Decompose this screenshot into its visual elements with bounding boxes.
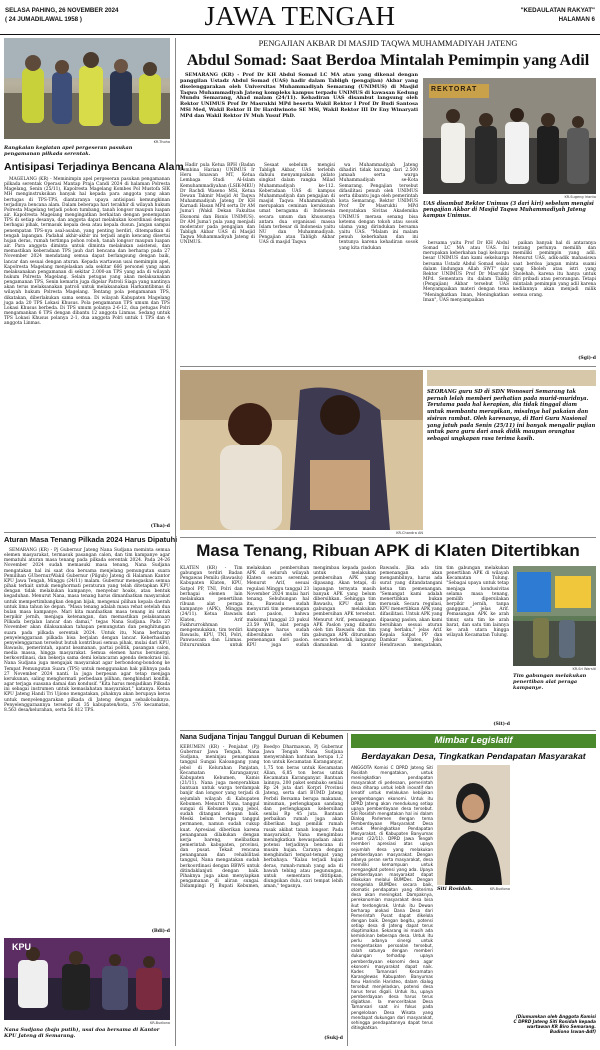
kebumen-headline: Nana Sudjana Tinjau Tanggul Duruan di Kebumen	[180, 734, 344, 741]
kpu-photo-caption: Nana Sudjana (baju putih), usai doa bersama di Kantor KPU Jateng di Semarang.	[4, 1027, 160, 1039]
uas-col1-text: Hadir pula Ketua BPH (Badan Pembina Harian) UNIMUS Ir Heru Isnawan MT, Ketua Lembaga Studi Al-Islam Kemuhammadiyahan (LSIK-MKU) Dr Rachdi Waseno MSi, Ketua Dewan Takmir Masjid At Taqwa Muhammadiyah Jateng Dr KH Karnadi Hasan MPd serta Dr AM Juma'i (Wakil Dekan Fakultas Ekonomi dan Bisnis UNIMUS). Dr AM Juma'i pula yang menjadi moderator pada pengajian dan Tabligh Akbar UAS di Masjid Taqwa Muhammadiyah Jateng di UNIMUS.	[180, 163, 255, 246]
legislatif-end-note: (Diumumkan oleh Anggota Komisi C DPRD Jateng Siti Rosidah kepada wartawan KR Biro Semarang. Budiono Iswan-Adf)	[513, 1014, 596, 1035]
hari-guru-text	[427, 389, 596, 534]
magelang-apel-photo	[4, 38, 170, 139]
uas-col5	[513, 241, 596, 357]
uas-photo-art	[423, 78, 596, 194]
masthead-date: SELASA PAHING, 26 NOVEMBER 2024	[5, 7, 119, 14]
column-rule-right	[347, 733, 348, 1046]
magelang-headline: Antisipasi Terjadinya Bencana Alam	[4, 161, 184, 173]
klaten-body	[180, 566, 509, 722]
divider-uas	[180, 366, 596, 367]
magelang-end-tag: (Tha)-d	[150, 524, 170, 529]
uas-col2-text: Sesaat sebelum mengisi Tabligh Akbar, UAS terlebih dahulu menyampaikan pidato singkat dalam rangka Milad Muhammadiyah ke-112. Keberadaan UAS di kampus Muhammadiyah dan pengajian di masjid Taqwa Muhammadiyah merupakan ceminan kerukunan umat beragama di Indonesia secara umum dan khususnya antara dua organisasi massa Islam terbesar di Indonesia yaitu NU dan Muhammadiyah. Pengajian atau Tabligh Akbar UAS di masjid Taqwa	[259, 163, 335, 246]
legislatif-body-text: ANGGOTA Komisi C DPRD Jateng Siti Rosidah mengatakan, untuk meningkatkan pendapatan masyarakat di pedesaan, pemerintah desa diharap untuk lebih inovatif dan kreatif untuk melakukan kebijakan pengembangan ekonomi. Untuk itu DPRD Jateng akan mendukung setiap upaya pemberdayaan desa tersebut. Siti Rosidah mengatakan hal ini dalam Dialog Parlemen dengan tema Pemberdayaan Masyarakat Desa untuk Meningkatkan Pendapatan Masyarakat, di Kabupaten Banyumas Jumat (22/11). DPRD Jawa Tengah memberi apresiasi atas upaya sejumlah desa yang melakukan pemberdayaan masyarakat. Dengan adanya peran serta masyarakat, desa memiliki kemampuan untuk mengangkat potensi yang ada. Upaya pemberdayaan masyarakat dapat dilakukan melalui BUMDes. Dengan mengelola BUMDes secara baik, otomatis pendapatan yang diterima desa akan meningkat. Dampaknya, perekonomian masyarakat desa bisa ikut terdongkrak. Untuk itu Dewan berharap alokasi Dana Desa dari Pemerintah Pusat dapat dikelola dengan baik. Dengan begitu, potensi setiap desa di Jateng dapat terus dioptimalkan. Sekarang ini masih ada kemiskinan beberapa desa. Untuk itu perlu adanya sinergi untuk mengentaskan persoalan tersebut, salah satunya dengan memberi dukungan terhadap upaya pemberdayaan ekonomi desa agar ekonomi masyarakat dapat naik. Kades Tamansari Kecamatan Karanglewas Kabupaten Banyumas Ibnu Harindin Haristeo, dalam dialog tersebut menjelaskan, potensi desa harus terus digali. Untuk itu, upaya pemberdayaan desa harus terus digiatkan. Ia menceritakan Desa Tamansari saat ini fokus pada pengelolaan Desa Wisata yang mendapat dukungan dari masyarakat, sehingga pendapatannya dapat terus ditingkatkan.	[351, 765, 433, 1030]
uas-lead	[180, 73, 418, 161]
hari-guru-photo-credit: KR-Chandra AN	[396, 531, 423, 535]
magelang-body	[4, 177, 170, 524]
uas-photo-caption: UAS disambut Rektor Unimus (3 dari kiri) sebelum mengisi pengajian Akbar di Masjid Taqwa Muhammadiyah Jateng kampus Unimus.	[423, 201, 594, 220]
klaten-headline: Masa Tenang, Ribuan APK di Klaten Ditertibkan	[196, 541, 580, 560]
kpu-logo-text: KPU	[12, 942, 32, 952]
magelang-body-text: MAGELANG (KR) - Meminimpin apel pergeseran pasukan pengamanan pilkada serentak Operasi Mantap Praja Candi 2024 di halaman Polresta Magelang, Senin (25/11), Kapolresta Magelang Kombes Pol Mustofa SIK MH menginstruksikan banyak hal kepada para anggota yang akan bertugas di TPS-TPS, diantaranya upaya antisipasi kemungkinan terjadinya bencana alam. Dalam beberapa hari terakhir di wilayah hukum Polresta Magelang terjadi pohon tumbang, tanah longsor maupun luapan air. Kapolresta Magelang mengingatkan berkaitan dengan penempatan TPS di setiap desanya, dan anggota dapat melakukan koordinasi dengan berbagai pihak, termasuk kepala desa atau kepala dusun. Jangan sampai penempatan TPS-nya asal-asalan, yang penting berdiri, ditempatkan di tengah lapangan. Padahal akhir-akhir ini terjadi angin kencang disertai hujan deras, rumah tertimpa pohon roboh, tanah longsor maupun luapan air. Para anggota diminta untuk diminta melakukan asistensi, dan memastikan keberadaan TPS jauh dari bencana dan berharap pada 27 November 2024 mendatang semua dapat berlangsung dengan baik, lancar dan sesuai dengan aturan. Kepada wartawan usai memimpin apel, Kapolresta Magelang menjelaskan ada sekitar 666 personel yang akan melaksanakan pengamanan di sekitar 2.000-an TPS yang ada di wilayah hukum Polresta Magelang. Selain petugas yang akan melaksanakan pengamanan TPS, Senin kemarin juga digelar Patroli Siaga yang nantinya akan terus melaksanakan patroli untuk melaksanakan Harkamtibmas di wilayah hukum Polresta Magelang. Tentang pola pengamanan TPS, dikatakan, diberlakukan sama semua. Di wilayah Kabupaten Magelang juga ada 20 TPS Lokasi Khusus. Pola pengamanan TPS umum dan TPS Lokasi Khusus berbeda. Di TPS umum polanya 2-6-12, dua petugas Polri mengamankan 6 TPS dengan dibantu 12 anggota Linmas. Sedang untuk TPS Lokasi Khusus polanya 2-1, dua anggota Polri untuk 1 TPS dan 4 anggota Linmas.	[4, 177, 170, 327]
klaten-photo-caption: Tim gabungan melakukan penertiban alat peraga kampanye.	[513, 673, 587, 691]
siti-rosidah-photo	[437, 765, 510, 885]
uas-end-tag: (Sgi)-d	[578, 356, 596, 361]
legislatif-body-col3	[513, 765, 596, 1010]
pilkada-headline: Aturan Masa Tenang Pilkada 2024 Harus Dipatuhi	[4, 535, 178, 544]
masthead-rule	[0, 34, 600, 35]
kebumen-body-text: KEBUMEN (KR) - Penjabat (Pj) Gubernur Jawa Tengah, Nana Sudjana, meninjau penanganan tanggul Sungai Kaloangang yang jebol di Kelurahan Panjatan, Kecamatan Karanganyar, Kabupaten Kebumen, Kamis (21/11). Nana juga menyerahkan bantuan untuk warga terdampak banjir dan longsor yang terjadi di sejumlah wilayah di Kabupaten Kebumen. Menurut Nana, tanggul sungai di Kebumen yang jebol, sudah ditangani dengan baik. Meski belum berupa tanggul permanen, namun sudah cukup kuat. Apresiasi diberikan karena penanganan dilakukan dengan kerja bareng, melibatkan pemerintah kabupaten, provinsi, dan pusat. Tekait rencana penanganan dan rehabilitasi tanggul, Nana mengatakan sudah berkoordinasi dengan BBWS untuk ditindaklanjuti dengan baik. Pihaknya juga akan menyiapkan pengamanan di aliran sungai. Didampingi Pj Bupati Kebumen, Boedyo Dharmawan, Pj Gubernur Jawa Tengah Nana Sudjana menyerahkan bantuan berupa 1,2 ton untuk Kecamatan Karanganyar, 1,75 ton beras untuk Kecamatan Alian, 6,85 ton beras untuk Kecamatan Karanganyar. Bantuan lainnya, 200 paket sembako senilai Rp 24 juta dari Korpri Provinsi Jateng, serta dari BUMD Jateng Perbdi Bersama berupa makanan, minuman, perlengkapan sandang dan perlengkapan kebersihan senilai Rp 45 juta. Bantuan perbaikan rumah juga akan diberikan bagi pemilik rumah rusak akibat tanah longsor. Pada masyarakat, Nana mengimbau meningkatkan kewaspadaan akan potensi terjadinya bencana di musim hujan. Caranya dengan menghindari tempat-tempat yang berbahaya. "Kalau terjadi hujan deras, rumah-rumah yang ada di bawah tebing atau pegunungan, untuk sementara dititipkan, diungsikan dulu, cari tempat lebih aman," tegasnya.	[180, 745, 343, 890]
hari-guru-secondary-photo	[427, 370, 596, 386]
masthead-brand: "KEDAULATAN RAKYAT"	[520, 7, 595, 14]
divider-klaten	[180, 730, 596, 731]
hari-guru-photo	[180, 370, 423, 530]
pilkada-body-text: SEMARANG (KR) - Pj Gubernur Jateng Nana Sudjana meminta semua elemen masyarakat, termasuk pasangan calon, dan tim kampanye agar mematuhi aturan masa tenang pada pilkada serentak 2024. Pada 24-26 November 2024 sudah memasuki masa tenang. Nana Sudjana mengatakan hal ini saat doa bersama menjelang pemungutan suara Pemilihan GUbernur/Wakil Gubernur (Pilgub) Jateng di Halaman Kantor KPU Jawa Tengah, Minggu (24/11) malam. Gubernur menegaskan semua pihak terkait untuk menghormati peraturan yang telah ditetapkan KPU dengan tidak melakukan kampanye, menyebar hoaks, atau bentuk kegaduhan. Menurut Nana, masa tenang harus dimanfaatkan masyarakat untuk mempertimbangkan dengan bijak, mengenai pilihan kepala daerah untuk lima tahun ke depan. "Masa tenang adalah masa rehat setelah dua bulan masa kampanye. Mari kita manfaatkan masa tenang ini untuk berpikir jernih, menjaga ketenangan, dan memastikan pelaksanaan Pilkada berjalan lancar dan damai," tegas Nana Sudjana. Pada 27 November akan dilaksanakan tahapan pemungutan dan penghitungan suara pada pilkada serentak 2024. Untuk itu, Nana berharap penyelenggaraan pilkada bisa berjalan dengan lancar. Keberhasilan penyelenggaraan tersebut butuh kontribusi semua pihak, mulai dari KPU, Bawaslu, pemerintah, aparat keamanan, partai politik, pasangan calon, media massa, hingga masyarakat. Semua elemen harus bersinergi, berkoordinasi, dan bekerja sama demi kelancaran agenda demokrasi ini. Nana Sudjana juga mengajak masyarakat agar berbondong-bondong ke Tempat Pemungutan Suara (TPS) untuk menggunakan hak pilihnya pada 27 November 2024 nanti. Ia juga berpesan agar tetap menjaga kerukunan, saling menghormati perbedaan pilihan, menghindari konflik, agar terjaga suasana damai dan kondusif. "Kita harus menjadikan Pilkada ini sebagai instrumen untuk kemaslahatan masyarakat," katanya. Ketua KPU Jateng Handi Tri Ujiono mengatakan, pihaknya akan berupaya keras untuk menyelenggarakan pilkada di Jateng dengan sebaik-baiknya. Penyelenggaraannya tersebar di 35 kabupaten/kota, 576 kecamatan, 8.563 desa/kelurahan, serta 56.812 TPS.	[4, 548, 170, 713]
siti-rosidah-caption: Siti Rosidah.	[437, 886, 473, 892]
klaten-photo	[513, 566, 596, 666]
uas-photo	[423, 78, 596, 194]
uas-photo-credit: KR-Sugeng Irianto	[564, 195, 596, 199]
divider-guru	[180, 537, 596, 538]
masthead	[0, 0, 600, 34]
magelang-apel-photo-art	[4, 38, 170, 139]
legislatif-headline: Berdayakan Desa, Tingkatkan Pendapatan Masyarakat	[361, 751, 586, 761]
uas-col2	[259, 163, 335, 363]
legislatif-banner	[351, 734, 596, 748]
siti-rosidah-credit: KR-Budiono	[489, 887, 510, 891]
column-rule-left	[175, 38, 176, 1046]
masthead-page-number: HALAMAN 6	[558, 16, 595, 23]
hari-guru-text-body: SEORANG guru SD di SDN Wonosari Semarang tak pernah lelah memberi perhatian pada murid-muridnya. Terutama pada hal kerapian, dia tidak tinggal diam untuk membantu merapikan, misalnya hal pakaian dan sisiran rambut. Oleh karenanya, di Hari Guru Nasional yang jatuh pada Senin (25/11) ini banyak mengalir pujian untuk para guru dari anak didik maupun orangtua sebagai ungkapan rasa terima kasih.	[427, 389, 596, 442]
klaten-photo-art	[513, 566, 596, 666]
pilkada-end-tag: (Bdi)-d	[151, 929, 170, 934]
uas-kicker: PENGAJIAN AKBAR DI MASJID TAQWA MUHAMMADIYAH JATENG	[258, 39, 518, 48]
uas-photo-banner-text: REKTORAT	[431, 86, 478, 93]
siti-rosidah-photo-art	[437, 765, 510, 885]
pilkada-body	[4, 548, 170, 930]
klaten-end-tag: (Sit)-d	[493, 722, 510, 727]
uas-col5-text: paikan banyak hal di antaranya tentang perlunya memilih dan memiliki pemimpin yang adil. Menurut UAS, adik-adik mahasiswa saat berdoa jangan minta suami yang Sholeh atau istri yang Sholehah, karena itu hanya untuk diri pribadi atau perorangan. Tetapi mintalah pemimpin yang adil karena kedilannya akan menjadi milik semua orang.	[513, 241, 596, 298]
kpu-photo	[4, 938, 170, 1020]
masthead-title: JAWA TENGAH	[204, 1, 396, 31]
uas-lead-text: SEMARANG (KR) - Prof Dr KH Abdul Somad LC MA atau yang dikenal dengan panggilan Ustadz Abdul Somad (UAS) hadir dalam Tabligh (pengajian) Akbar yang diselenggarakan oleh Universitas Muhammadiyah Semarang (UNIMUS) di Masjid Taqwa Muhammadiyah Jateng kompleks kampus terpadu UNIMUS di kawasan Kedung Mundu Semarang, Ahad malam (24/11). Kehadiran UAS disambut langsung oleh Rektor UNIMUS Prof Dr Masrukhi MPd beserta Wakil Rektor I Prof Dr Budi Santosa MSi Med, Wakil Rektor II Dr Hardiwinoto SE MSi, Wakil Rektor III Dr Eny Winaryati MPd dan Wakil Rektor IV Muh Yusuf PhD.	[180, 72, 418, 119]
uas-col3	[339, 163, 418, 363]
divider-left-1	[4, 532, 170, 533]
kebumen-end-tag: (Sukj-d	[324, 1036, 343, 1041]
uas-col3-text: wa Muhammadiyah Jateng dihadiri tidak kurang dari 2.500 jamaah serta warga Muhammadiyah se-Kota Semarang. Pengajian tersebut difasilitasi penuh oleh UNIMUS serta dibantu juga oleh pemerintah kota Semarang. Rektor UNIMUS Prof Dr Masrukhi MPd menyatakan Sivitas Akademika UNIMUS merasa senang bisa ketemu dengan tokoh atau sosok ulama yang dirindukan bersama yaitu UAS. "Malam ini malam penuh keberkahan dan ini tentunya karena kehadiran sosok yang kita rindukan	[339, 163, 418, 251]
magelang-photo-caption: Rangkaian kegiatan apel pergeseran pasukan pengamanan pilkada serentak.	[4, 145, 133, 157]
klaten-body-text: KLATEN (KR) - Tim gabungan terdiri Badan Pengawas Pemilu (Bawaslu) Kabupaten Klaten, KPU, Satpol PP, TNI, Polri dan berbagai elemen lain melakukan penertiban ribuan alat peraga kampanye (APK), Minggu (24/11). Ketua Bawaslu Klaten, Arif Fakhrurrokhman mengemukakan, tim terdiri Bawaslu, KPU, TNI, Polri, Panwascam dan Linmas. Ditururunkan untuk melakukan pembersihan APK di seluruh wilayah Klaten secara serentak. Menurut Arif, sesuai regulasi Minggu tanggal 23 November 2024 mulai hari tenang. Sebuhungan hal itu, Bawaslu sudah menyurati tim pemenangan dari paslon, bahwa maksimal tanggal 23 pukul 23.59 WIB, alat peraga kampanye harus sudah dibersihkan oleh tim pemenangan dari paslon. KPU juga sudah mengimbau kepada paslon untuk melakukan pembersihan APK yang dipasang. Akan tetapi, di lapangan ternyata masih banyak APK yang belum dibersihkan. Sehingga tim Bawaslu, KPU dan tim gabungan melakukan pembersihan APK tersebut. Menurut Arif, pemasangan APK Paslon yang dibantu oleh tim Bawaslu dan tim gabungan APK diturunkan secara terkendali, langsung diamankan di kantor Bawaslu. Jika ada tim pemenangan akan mengambilnya, harus ada surat yang ditandatangani ketua tim pemenangan. "Semangat kami adalah menertibkan bukan merusak. Secara regulasi, KPU menertibkan APK yang difasilitasi. Untuk APK yang dipasang paslon, akan kami bersihkan sesuai aturan yang berlaku," jelas Arif. Kepala Satpol PP dan Damkar Klaten, Joko Hendrawan mengatakan, tim gabungan melakukan penertiban APK di wilayah Kecamatan Tulung. "Sebagai upaya untuk tetap menjaga kondusivitas selama masa tenang, pemilih dipersilakan berpikir jernih, tanpa gangguan," jelas Arif. Pemasangan APK ke arah timur, satu tim ke arah barat, dan satu tim lainnya ke arah utara hingga wilayah Kecamatan Tulung.	[180, 566, 509, 649]
legislatif-banner-text: Mimbar Legislatif	[434, 735, 513, 746]
masthead-hijri-date: ( 24 JUMADILAWAL 1958 )	[5, 16, 82, 23]
klaten-photo-credit: KR-Sri Warsiti	[572, 667, 596, 671]
kebumen-body	[180, 745, 343, 1035]
legislatif-body-col1	[351, 765, 433, 1030]
uas-col1	[180, 163, 255, 363]
magelang-photo-credit: KR-Thoha	[153, 140, 170, 144]
uas-col4-text: bersama yaitu Prof Dr KH Abdul Somad LC MA atau UAS. Ini merupakan keberkahan bagi keluarga besar UNIMUS dan kami sekeluarga bersama Ustadz Abdul Somad selalu dalam lindungan Allah SWT" ujar Rektor UNIMUS Prof Dr Masrukhi MPd. Sementara itu dalam Tablig (Pengajian) Akbar tersebut UAS Menyampaikan materi dengan tema "Meningkatkan Iman, Meningkatkan Iman", UAS menyampaikan	[423, 241, 509, 303]
uas-headline: Abdul Somad: Saat Berdoa Mintalah Pemimpin yang Adil	[186, 51, 590, 69]
kpu-photo-credit: KR-Budiono	[149, 1021, 170, 1025]
uas-col4	[423, 241, 509, 363]
hari-guru-photo-art	[180, 370, 423, 530]
